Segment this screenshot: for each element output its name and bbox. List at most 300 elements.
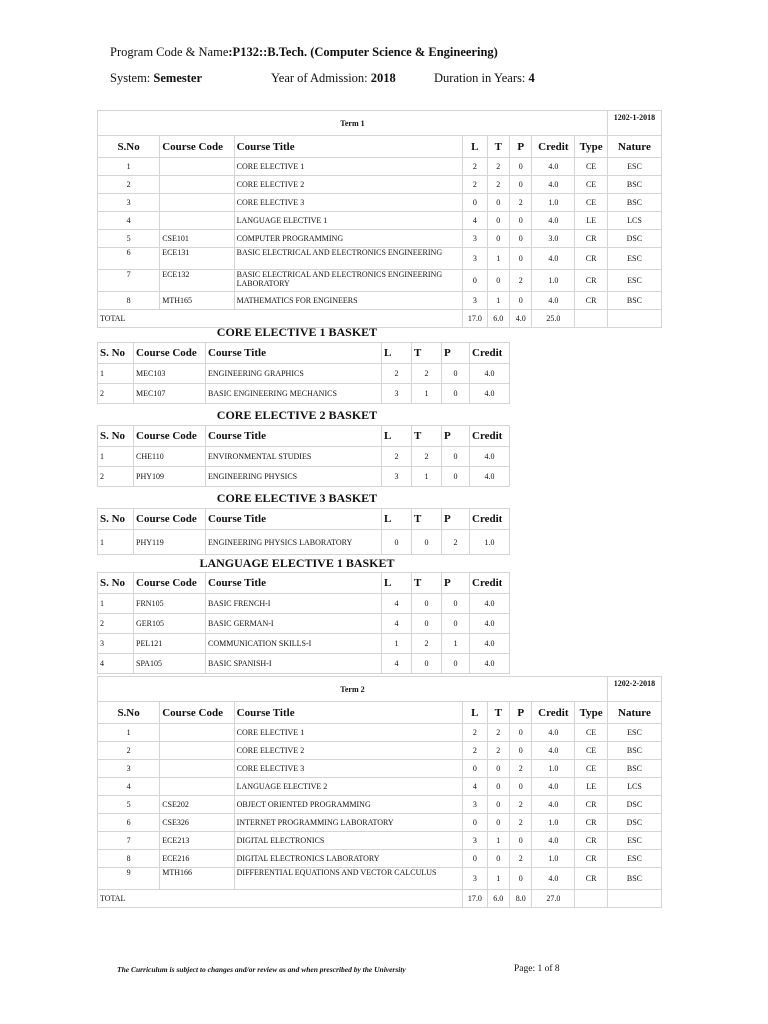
basket-title: LANGUAGE ELECTIVE 1 BASKET: [199, 556, 395, 570]
table-cell: CE: [575, 742, 608, 760]
table-cell: 0: [510, 230, 532, 248]
table-cell: 0: [442, 447, 470, 467]
table-cell: CR: [575, 292, 608, 310]
column-header: S. No: [98, 426, 134, 447]
total-label: TOTAL: [98, 310, 463, 328]
table-row: [98, 742, 662, 760]
table-cell: BASIC GERMAN-I: [206, 614, 382, 634]
column-header: P: [442, 426, 470, 447]
table-cell: ENGINEERING PHYSICS LABORATORY: [206, 530, 382, 555]
table-cell: 4: [463, 778, 487, 796]
table-cell: 1: [98, 594, 134, 614]
column-header: Course Code: [160, 136, 234, 158]
basket-table: [97, 572, 510, 674]
system-line: [110, 71, 202, 86]
table-cell: CORE ELECTIVE 2: [234, 742, 462, 760]
table-row: [98, 850, 662, 868]
table-cell: CE: [575, 760, 608, 778]
table-cell: 3: [382, 467, 412, 487]
column-header: Nature: [607, 136, 661, 158]
table-cell: 2: [487, 724, 509, 742]
table-cell: 2: [98, 384, 134, 404]
table-cell: 0: [412, 614, 442, 634]
total-cell: [575, 890, 608, 908]
table-cell: 0: [442, 467, 470, 487]
table-cell: 0: [510, 724, 532, 742]
table-row: [98, 868, 662, 890]
table-cell: 1: [412, 467, 442, 487]
table-cell: CORE ELECTIVE 3: [234, 760, 462, 778]
table-cell: 1.0: [532, 850, 575, 868]
table-row: [98, 292, 662, 310]
table-cell: 0: [463, 814, 487, 832]
table-cell: 1: [487, 868, 509, 890]
table-cell: 0: [487, 796, 509, 814]
table-cell: [160, 176, 234, 194]
table-cell: 2: [510, 796, 532, 814]
table-cell: 8: [98, 292, 160, 310]
table-cell: 1: [98, 724, 160, 742]
column-header: P: [510, 136, 532, 158]
table-cell: 2: [510, 850, 532, 868]
table-cell: 4.0: [532, 796, 575, 814]
table-row: [98, 724, 662, 742]
table-cell: BSC: [607, 868, 661, 890]
table-cell: 0: [487, 194, 509, 212]
column-header: Course Code: [134, 343, 206, 364]
basket-title: CORE ELECTIVE 2 BASKET: [216, 408, 378, 422]
table-cell: DIGITAL ELECTRONICS LABORATORY: [234, 850, 462, 868]
table-cell: CSE101: [160, 230, 234, 248]
table-row: [98, 158, 662, 176]
column-header: Nature: [607, 702, 661, 724]
table-cell: LCS: [607, 212, 661, 230]
table-cell: 1: [98, 158, 160, 176]
table-cell: DSC: [607, 814, 661, 832]
table-cell: ENGINEERING GRAPHICS: [206, 364, 382, 384]
total-label: TOTAL: [98, 890, 463, 908]
total-cell: 17.0: [463, 890, 487, 908]
table-cell: 0: [412, 530, 442, 555]
table-cell: ECE216: [160, 850, 234, 868]
table-row: [98, 212, 662, 230]
column-header: L: [382, 509, 412, 530]
table-cell: 0: [487, 230, 509, 248]
basket-table: [97, 508, 510, 555]
table-cell: PHY109: [134, 467, 206, 487]
table-cell: CR: [575, 248, 608, 270]
table-cell: 3: [382, 384, 412, 404]
table-cell: ENGINEERING PHYSICS: [206, 467, 382, 487]
table-cell: 2: [98, 614, 134, 634]
column-header: Course Title: [206, 426, 382, 447]
table-cell: 0: [463, 194, 487, 212]
table-cell: 0: [510, 832, 532, 850]
year-line: [271, 71, 396, 86]
table-cell: LE: [575, 212, 608, 230]
table-cell: ESC: [607, 158, 661, 176]
table-cell: 0: [510, 742, 532, 760]
table-cell: CHE110: [134, 447, 206, 467]
table-cell: CR: [575, 230, 608, 248]
table-cell: 3: [463, 796, 487, 814]
total-cell: 6.0: [487, 310, 509, 328]
table-cell: 0: [510, 158, 532, 176]
column-header: S.No: [98, 702, 160, 724]
table-cell: BSC: [607, 194, 661, 212]
table-cell: 2: [412, 634, 442, 654]
term2-code: 1202-2-2018: [607, 677, 661, 702]
table-cell: LE: [575, 778, 608, 796]
table-cell: 4.0: [532, 778, 575, 796]
column-header: Type: [575, 702, 608, 724]
table-cell: 4: [382, 654, 412, 674]
table-cell: CE: [575, 176, 608, 194]
table-cell: 0: [463, 270, 487, 292]
table-cell: 9: [98, 868, 160, 890]
table-row: [98, 832, 662, 850]
table-row: [98, 594, 510, 614]
table-cell: 0: [487, 212, 509, 230]
table-cell: DIFFERENTIAL EQUATIONS AND VECTOR CALCULUS: [234, 868, 462, 890]
table-cell: 4.0: [470, 594, 510, 614]
column-header: T: [487, 136, 509, 158]
table-cell: BSC: [607, 760, 661, 778]
table-cell: 2: [412, 447, 442, 467]
column-header: P: [510, 702, 532, 724]
table-cell: 4.0: [532, 212, 575, 230]
total-cell: [575, 310, 608, 328]
table-cell: 1: [98, 364, 134, 384]
table-cell: COMPUTER PROGRAMMING: [234, 230, 462, 248]
table-cell: 6: [98, 814, 160, 832]
table-cell: 2: [463, 158, 487, 176]
table-cell: 3.0: [532, 230, 575, 248]
table-cell: 2: [510, 194, 532, 212]
table-cell: 4: [98, 778, 160, 796]
duration-line: [434, 71, 535, 86]
table-cell: COMMUNICATION SKILLS-I: [206, 634, 382, 654]
table-cell: CR: [575, 868, 608, 890]
basket-table: [97, 342, 510, 404]
table-cell: [160, 742, 234, 760]
table-cell: 0: [487, 850, 509, 868]
system-label: System:: [110, 71, 154, 85]
column-header: Course Title: [206, 343, 382, 364]
table-cell: 0: [412, 654, 442, 674]
column-header: Course Title: [206, 573, 382, 594]
table-cell: 4.0: [532, 724, 575, 742]
table-cell: 1: [98, 530, 134, 555]
column-header: Credit: [470, 426, 510, 447]
table-cell: 0: [442, 614, 470, 634]
table-cell: 2: [98, 467, 134, 487]
table-cell: 0: [463, 760, 487, 778]
table-cell: 3: [463, 292, 487, 310]
table-cell: 1.0: [532, 814, 575, 832]
table-cell: 3: [463, 248, 487, 270]
total-cell: [607, 310, 661, 328]
table-cell: BASIC ELECTRICAL AND ELECTRONICS ENGINEERING LABORATORY: [234, 270, 462, 292]
program-label: Program Code & Name: [110, 45, 229, 59]
table-cell: 4.0: [532, 742, 575, 760]
table-cell: BSC: [607, 176, 661, 194]
column-header: Credit: [470, 573, 510, 594]
table-cell: 0: [510, 868, 532, 890]
table-cell: ESC: [607, 724, 661, 742]
table-row: [98, 467, 510, 487]
table-cell: 4.0: [470, 654, 510, 674]
table-cell: 3: [463, 832, 487, 850]
table-cell: 0: [382, 530, 412, 555]
year-value: 2018: [370, 71, 396, 85]
table-cell: [160, 212, 234, 230]
table-cell: 0: [487, 760, 509, 778]
table-cell: 1: [98, 447, 134, 467]
table-cell: 0: [442, 364, 470, 384]
basket-title: CORE ELECTIVE 1 BASKET: [216, 325, 378, 339]
table-row: [98, 614, 510, 634]
duration-value: 4: [528, 71, 535, 85]
table-cell: CSE326: [160, 814, 234, 832]
year-label: Year of Admission:: [271, 71, 371, 85]
table-cell: 2: [487, 742, 509, 760]
column-header: Credit: [470, 509, 510, 530]
basket-title: CORE ELECTIVE 3 BASKET: [216, 491, 378, 505]
table-cell: 4.0: [470, 467, 510, 487]
table-row: [98, 796, 662, 814]
table-cell: 5: [98, 230, 160, 248]
column-header: S.No: [98, 136, 160, 158]
term2-title: Term 2: [98, 677, 608, 702]
table-cell: 4.0: [470, 364, 510, 384]
table-cell: 1.0: [470, 530, 510, 555]
table-cell: 1.0: [532, 270, 575, 292]
table-cell: 1: [487, 832, 509, 850]
table-cell: CR: [575, 796, 608, 814]
table-cell: 1: [412, 384, 442, 404]
table-cell: PEL121: [134, 634, 206, 654]
table-cell: GER105: [134, 614, 206, 634]
table-row: [98, 248, 662, 270]
page-number: Page: 1 of 8: [514, 964, 560, 974]
table-cell: 4.0: [470, 447, 510, 467]
table-cell: 7: [98, 270, 160, 292]
table-cell: LANGUAGE ELECTIVE 1: [234, 212, 462, 230]
table-cell: 2: [382, 447, 412, 467]
table-cell: 0: [510, 248, 532, 270]
table-cell: CORE ELECTIVE 3: [234, 194, 462, 212]
table-cell: ECE132: [160, 270, 234, 292]
table-cell: 4.0: [470, 634, 510, 654]
column-header: L: [382, 343, 412, 364]
term2-table: [97, 676, 662, 908]
table-cell: 5: [98, 796, 160, 814]
table-cell: 0: [442, 594, 470, 614]
table-cell: [160, 194, 234, 212]
term1-title: Term 1: [98, 111, 608, 136]
table-cell: 3: [463, 230, 487, 248]
table-row: [98, 384, 510, 404]
column-header: Course Title: [234, 702, 462, 724]
table-cell: 3: [98, 760, 160, 778]
column-header: L: [382, 573, 412, 594]
column-header: T: [412, 573, 442, 594]
table-row: [98, 530, 510, 555]
total-cell: 25.0: [532, 310, 575, 328]
table-cell: DSC: [607, 796, 661, 814]
table-cell: 4.0: [532, 158, 575, 176]
table-cell: 2: [98, 742, 160, 760]
table-row: [98, 364, 510, 384]
column-header: S. No: [98, 343, 134, 364]
total-cell: 17.0: [463, 310, 487, 328]
column-header: L: [463, 136, 487, 158]
table-cell: 4: [382, 594, 412, 614]
column-header: Course Code: [134, 573, 206, 594]
column-header: Course Code: [160, 702, 234, 724]
table-cell: ESC: [607, 248, 661, 270]
table-cell: BSC: [607, 292, 661, 310]
table-cell: 2: [487, 158, 509, 176]
table-cell: CORE ELECTIVE 2: [234, 176, 462, 194]
table-row: [98, 814, 662, 832]
table-cell: 2: [98, 176, 160, 194]
table-cell: CE: [575, 158, 608, 176]
table-cell: ESC: [607, 270, 661, 292]
total-cell: 27.0: [532, 890, 575, 908]
table-row: [98, 654, 510, 674]
table-cell: 0: [510, 176, 532, 194]
table-cell: 7: [98, 832, 160, 850]
table-cell: INTERNET PROGRAMMING LABORATORY: [234, 814, 462, 832]
column-header: Credit: [470, 343, 510, 364]
footer-note: The Curriculum is subject to changes and/or review as and when prescribed by the University: [117, 965, 406, 974]
column-header: Credit: [532, 136, 575, 158]
table-cell: CR: [575, 814, 608, 832]
table-cell: 2: [487, 176, 509, 194]
table-cell: 2: [510, 814, 532, 832]
table-cell: 2: [463, 176, 487, 194]
total-row: [98, 890, 662, 908]
table-cell: CORE ELECTIVE 1: [234, 724, 462, 742]
table-cell: 0: [412, 594, 442, 614]
column-header: P: [442, 509, 470, 530]
column-header: S. No: [98, 509, 134, 530]
table-cell: 1: [487, 292, 509, 310]
column-header: P: [442, 573, 470, 594]
table-cell: 4: [98, 212, 160, 230]
table-cell: [160, 724, 234, 742]
table-cell: 4.0: [532, 832, 575, 850]
table-cell: LCS: [607, 778, 661, 796]
table-cell: 0: [442, 654, 470, 674]
table-cell: BASIC ENGINEERING MECHANICS: [206, 384, 382, 404]
table-cell: PHY119: [134, 530, 206, 555]
table-cell: 0: [463, 850, 487, 868]
total-cell: 8.0: [510, 890, 532, 908]
program-value: :P132::B.Tech. (Computer Science & Engineering): [228, 45, 498, 59]
duration-label: Duration in Years:: [434, 71, 529, 85]
table-cell: 1.0: [532, 760, 575, 778]
table-row: [98, 778, 662, 796]
table-cell: 0: [510, 778, 532, 796]
column-header: Course Code: [134, 426, 206, 447]
table-row: [98, 194, 662, 212]
table-cell: BASIC FRENCH-I: [206, 594, 382, 614]
table-cell: 1: [442, 634, 470, 654]
table-cell: 6: [98, 248, 160, 270]
table-cell: FRN105: [134, 594, 206, 614]
table-cell: 0: [510, 292, 532, 310]
table-cell: 4.0: [532, 292, 575, 310]
table-cell: 4.0: [532, 176, 575, 194]
column-header: Course Code: [134, 509, 206, 530]
term1-code: 1202-1-2018: [607, 111, 661, 136]
table-cell: OBJECT ORIENTED PROGRAMMING: [234, 796, 462, 814]
table-cell: [160, 778, 234, 796]
table-cell: MEC103: [134, 364, 206, 384]
table-cell: 2: [382, 364, 412, 384]
table-cell: MTH165: [160, 292, 234, 310]
table-cell: 3: [98, 634, 134, 654]
column-header: L: [463, 702, 487, 724]
table-cell: 1.0: [532, 194, 575, 212]
column-header: T: [412, 426, 442, 447]
table-cell: CR: [575, 850, 608, 868]
table-cell: 4.0: [532, 248, 575, 270]
table-cell: BASIC ELECTRICAL AND ELECTRONICS ENGINEERING: [234, 248, 462, 270]
column-header: T: [412, 509, 442, 530]
table-row: [98, 447, 510, 467]
table-cell: 0: [487, 778, 509, 796]
table-cell: ECE213: [160, 832, 234, 850]
column-header: Credit: [532, 702, 575, 724]
column-header: Course Title: [206, 509, 382, 530]
table-cell: 1: [487, 248, 509, 270]
table-cell: 4.0: [470, 614, 510, 634]
table-cell: 8: [98, 850, 160, 868]
table-cell: CE: [575, 724, 608, 742]
table-cell: [160, 158, 234, 176]
table-cell: ESC: [607, 832, 661, 850]
table-row: [98, 176, 662, 194]
table-cell: CE: [575, 194, 608, 212]
table-cell: 0: [510, 212, 532, 230]
table-cell: ECE131: [160, 248, 234, 270]
table-cell: CR: [575, 832, 608, 850]
table-row: [98, 270, 662, 292]
table-cell: 3: [463, 868, 487, 890]
table-cell: MEC107: [134, 384, 206, 404]
table-cell: 3: [98, 194, 160, 212]
system-value: Semester: [153, 71, 203, 85]
table-cell: 0: [487, 270, 509, 292]
table-cell: ENVIRONMENTAL STUDIES: [206, 447, 382, 467]
table-cell: 2: [412, 364, 442, 384]
column-header: T: [487, 702, 509, 724]
table-cell: 4.0: [470, 384, 510, 404]
table-cell: 2: [463, 742, 487, 760]
table-cell: [160, 760, 234, 778]
table-cell: 1: [382, 634, 412, 654]
table-cell: 2: [442, 530, 470, 555]
basket-table: [97, 425, 510, 487]
column-header: L: [382, 426, 412, 447]
table-row: [98, 230, 662, 248]
table-row: [98, 634, 510, 654]
table-cell: 0: [487, 814, 509, 832]
